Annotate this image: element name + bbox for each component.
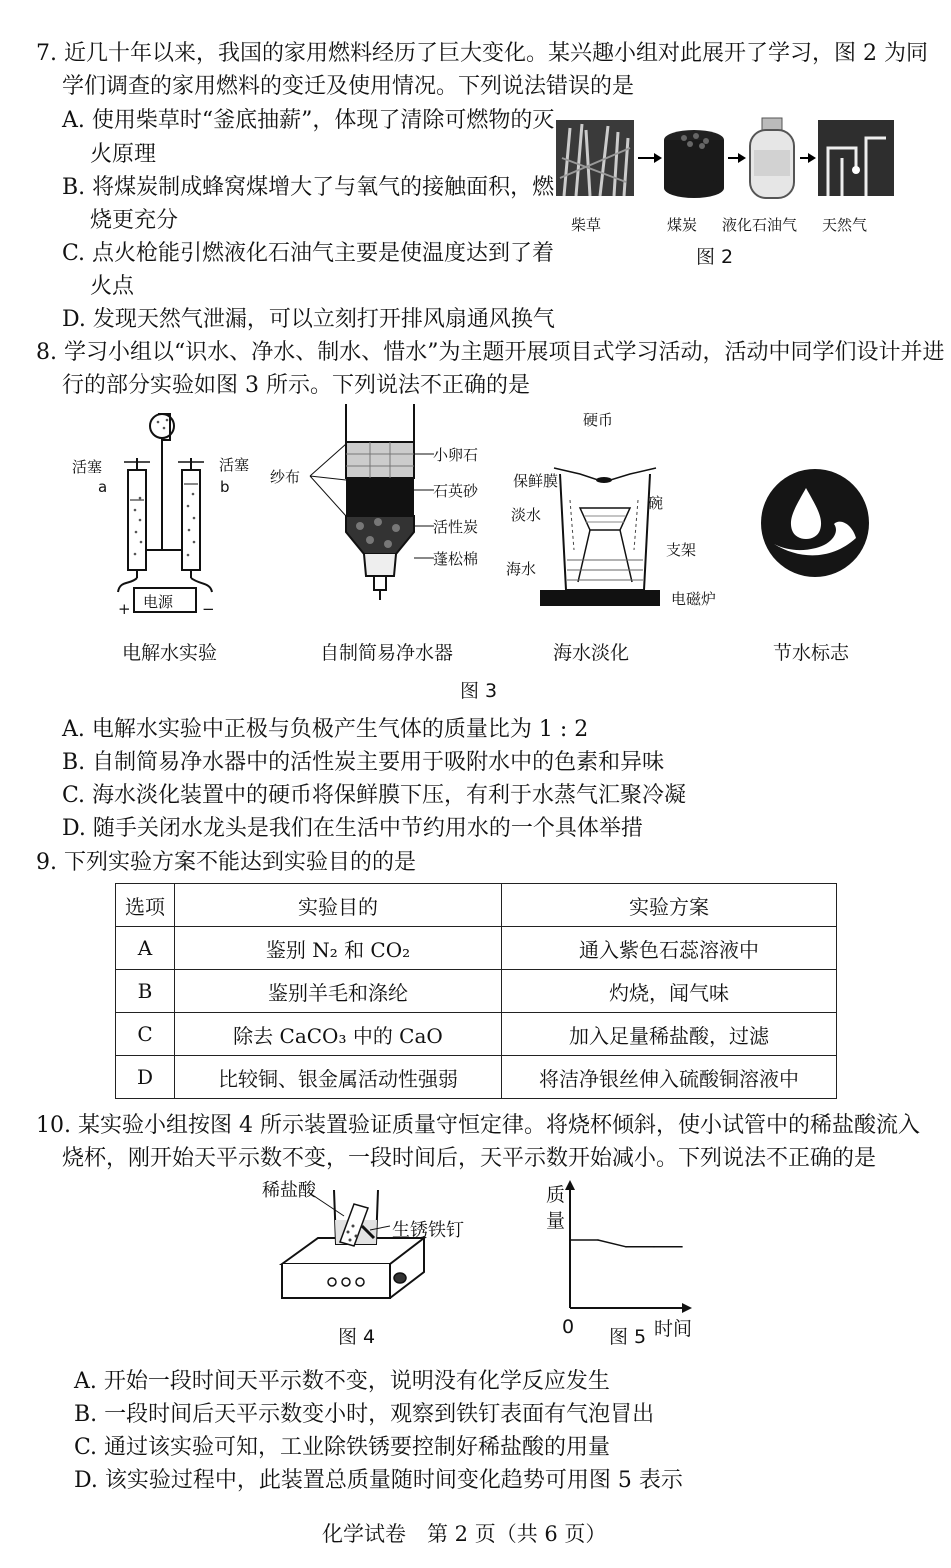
q7-option-c-line2: 火点 (90, 274, 135, 299)
water-filter-caption: 自制简易净水器 (320, 642, 454, 664)
q10-option-b: B. 一段时间后天平示数变小时，观察到铁钉表面有气泡冒出 (74, 1402, 655, 1427)
row-d-option: D (116, 1056, 175, 1099)
x-axis-label: 时间 (654, 1318, 693, 1340)
rusty-nail-label: 生锈铁钉 (392, 1220, 464, 1241)
figure-5-caption: 图 5 (609, 1326, 647, 1348)
header-goal: 实验目的 (175, 884, 502, 927)
row-d-plan: 将洁净银丝伸入硫酸铜溶液中 (502, 1056, 837, 1099)
bowl-label: 碗 (648, 494, 664, 512)
dilute-hcl-label: 稀盐酸 (262, 1180, 316, 1201)
q7-stem-line1: 7. 近几十年以来，我国的家用燃料经历了巨大变化。某兴趣小组对此展开了学习，图 2 为同 (36, 41, 928, 66)
valve-label-right: 活塞 (219, 456, 250, 474)
electrolysis-caption: 电解水实验 (122, 642, 218, 664)
label-firewood: 柴草 (571, 216, 602, 234)
gauze-label: 纱布 (270, 468, 301, 486)
q8-option-a: A. 电解水实验中正极与负极产生气体的质量比为 1 : 2 (62, 717, 589, 742)
figure-3-caption: 图 3 (460, 680, 498, 702)
row-c-plan: 加入足量稀盐酸，过滤 (502, 1013, 837, 1056)
y-axis-label-1: 质 (546, 1184, 566, 1206)
coin-label: 硬币 (583, 411, 614, 429)
row-a-plan: 通入紫色石蕊溶液中 (502, 927, 837, 970)
row-c-option: C (116, 1013, 175, 1056)
desalination-apparatus (540, 430, 670, 610)
electrolysis-apparatus (100, 410, 260, 620)
table-header-row (116, 884, 837, 927)
mass-time-chart (560, 1180, 700, 1316)
row-d-goal: 比较铜、银金属活动性强弱 (175, 1056, 502, 1099)
table-row (116, 970, 837, 1013)
data-point-1 (597, 1239, 599, 1241)
row-b-plan: 灼烧，闻气味 (502, 970, 837, 1013)
q7-option-b-line2: 烧更充分 (90, 208, 179, 233)
q7-option-b-line1: B. 将煤炭制成蜂窝煤增大了与氧气的接触面积，燃 (62, 175, 555, 200)
row-b-option: B (116, 970, 175, 1013)
q7-stem-line2: 学们调查的家用燃料的变迁及使用情况。下列说法错误的是 (62, 74, 635, 99)
table-row (116, 927, 837, 970)
layer-pebbles-label: 小卵石 (433, 446, 479, 464)
label-coal: 煤炭 (667, 216, 698, 234)
positive-terminal: + (118, 600, 131, 618)
page-footer: 化学试卷 第 2 页（共 6 页） (322, 1522, 607, 1546)
power-supply-label: 电源 (143, 593, 174, 611)
q10-option-c: C. 通过该实验可知，工业除铁锈要控制好稀盐酸的用量 (74, 1435, 611, 1460)
q7-option-c-line1: C. 点火枪能引燃液化石油气主要是使温度达到了着 (62, 241, 555, 266)
data-point-4 (681, 1246, 683, 1248)
plastic-wrap-label: 保鲜膜 (513, 472, 559, 490)
table-row (116, 1056, 837, 1099)
row-a-goal: 鉴别 N₂ 和 CO₂ (175, 927, 502, 970)
data-point-3 (653, 1246, 655, 1248)
induction-cooker-label: 电磁炉 (671, 590, 717, 608)
tube-label-b: b (220, 478, 230, 496)
q10-option-d: D. 该实验过程中，此装置总质量随时间变化趋势可用图 5 表示 (74, 1468, 683, 1493)
q10-stem-line2: 烧杯，刚开始天平示数不变，一段时间后，天平示数开始减小。下列说法不正确的是 (62, 1146, 877, 1171)
water-saving-logo-caption: 节水标志 (773, 642, 850, 664)
layer-cotton-label: 蓬松棉 (433, 550, 479, 568)
row-b-goal: 鉴别羊毛和涤纶 (175, 970, 502, 1013)
q8-option-b: B. 自制简易净水器中的活性炭主要用于吸附水中的色素和异味 (62, 750, 665, 775)
honeycomb-coal-photo (664, 130, 724, 198)
figure-4-caption: 图 4 (338, 1326, 376, 1348)
table-row (116, 1013, 837, 1056)
q7-option-d: D. 发现天然气泄漏，可以立刻打开排风扇通风换气 (62, 307, 555, 332)
tube-label-a: a (98, 478, 108, 496)
seawater-label: 海水 (506, 560, 537, 578)
q8-stem-line1: 8. 学习小组以“识水、净水、制水、惜水”为主题开展项目式学习活动，活动中同学们设计并进 (36, 340, 945, 365)
x-axis-arrow (682, 1303, 692, 1313)
q8-stem-line2: 行的部分实验如图 3 所示。下列说法不正确的是 (62, 373, 530, 398)
label-natural-gas: 天然气 (822, 216, 868, 234)
fuel-images (556, 118, 896, 218)
mass-series-line (570, 1240, 682, 1247)
negative-terminal: − (202, 600, 215, 618)
figure-2-caption: 图 2 (696, 246, 734, 268)
row-a-option: A (116, 927, 175, 970)
q8-option-c: C. 海水淡化装置中的硬币将保鲜膜下压，有利于水蒸气汇聚冷凝 (62, 783, 687, 808)
q8-option-d: D. 随手关闭水龙头是我们在生活中节约用水的一个具体举措 (62, 816, 643, 841)
firewood-photo (556, 120, 634, 196)
origin-label: 0 (562, 1316, 575, 1338)
y-axis-label-2: 量 (546, 1210, 566, 1232)
natural-gas-pipe-photo (818, 120, 894, 196)
balance-apparatus (278, 1186, 428, 1312)
data-point-0 (569, 1239, 571, 1241)
q9-stem: 9. 下列实验方案不能达到实验目的的是 (36, 850, 416, 875)
layer-activated-carbon-label: 活性炭 (433, 518, 479, 536)
layer-quartz-sand-label: 石英砂 (433, 482, 479, 500)
experiment-table (115, 883, 837, 1099)
fresh-water-label: 淡水 (511, 506, 542, 524)
water-saving-logo (760, 468, 870, 578)
data-point-2 (625, 1246, 627, 1248)
q7-option-a-line1: A. 使用柴草时“釜底抽薪”，体现了清除可燃物的灭 (62, 108, 555, 133)
desalination-caption: 海水淡化 (553, 642, 630, 664)
q10-stem-line1: 10. 某实验小组按图 4 所示装置验证质量守恒定律。将烧杯倾斜，使小试管中的稀盐酸流入 (36, 1113, 920, 1138)
y-axis-arrow (565, 1180, 575, 1190)
header-plan: 实验方案 (502, 884, 837, 927)
q7-option-a-line2: 火原理 (90, 142, 157, 167)
lpg-cylinder-photo (750, 118, 794, 198)
stand-label: 支架 (666, 541, 697, 559)
header-option: 选项 (116, 884, 175, 927)
q10-option-a: A. 开始一段时间天平示数不变，说明没有化学反应发生 (74, 1369, 610, 1394)
valve-label-left: 活塞 (72, 458, 103, 476)
row-c-goal: 除去 CaCO₃ 中的 CaO (175, 1013, 502, 1056)
label-lpg: 液化石油气 (722, 216, 798, 234)
